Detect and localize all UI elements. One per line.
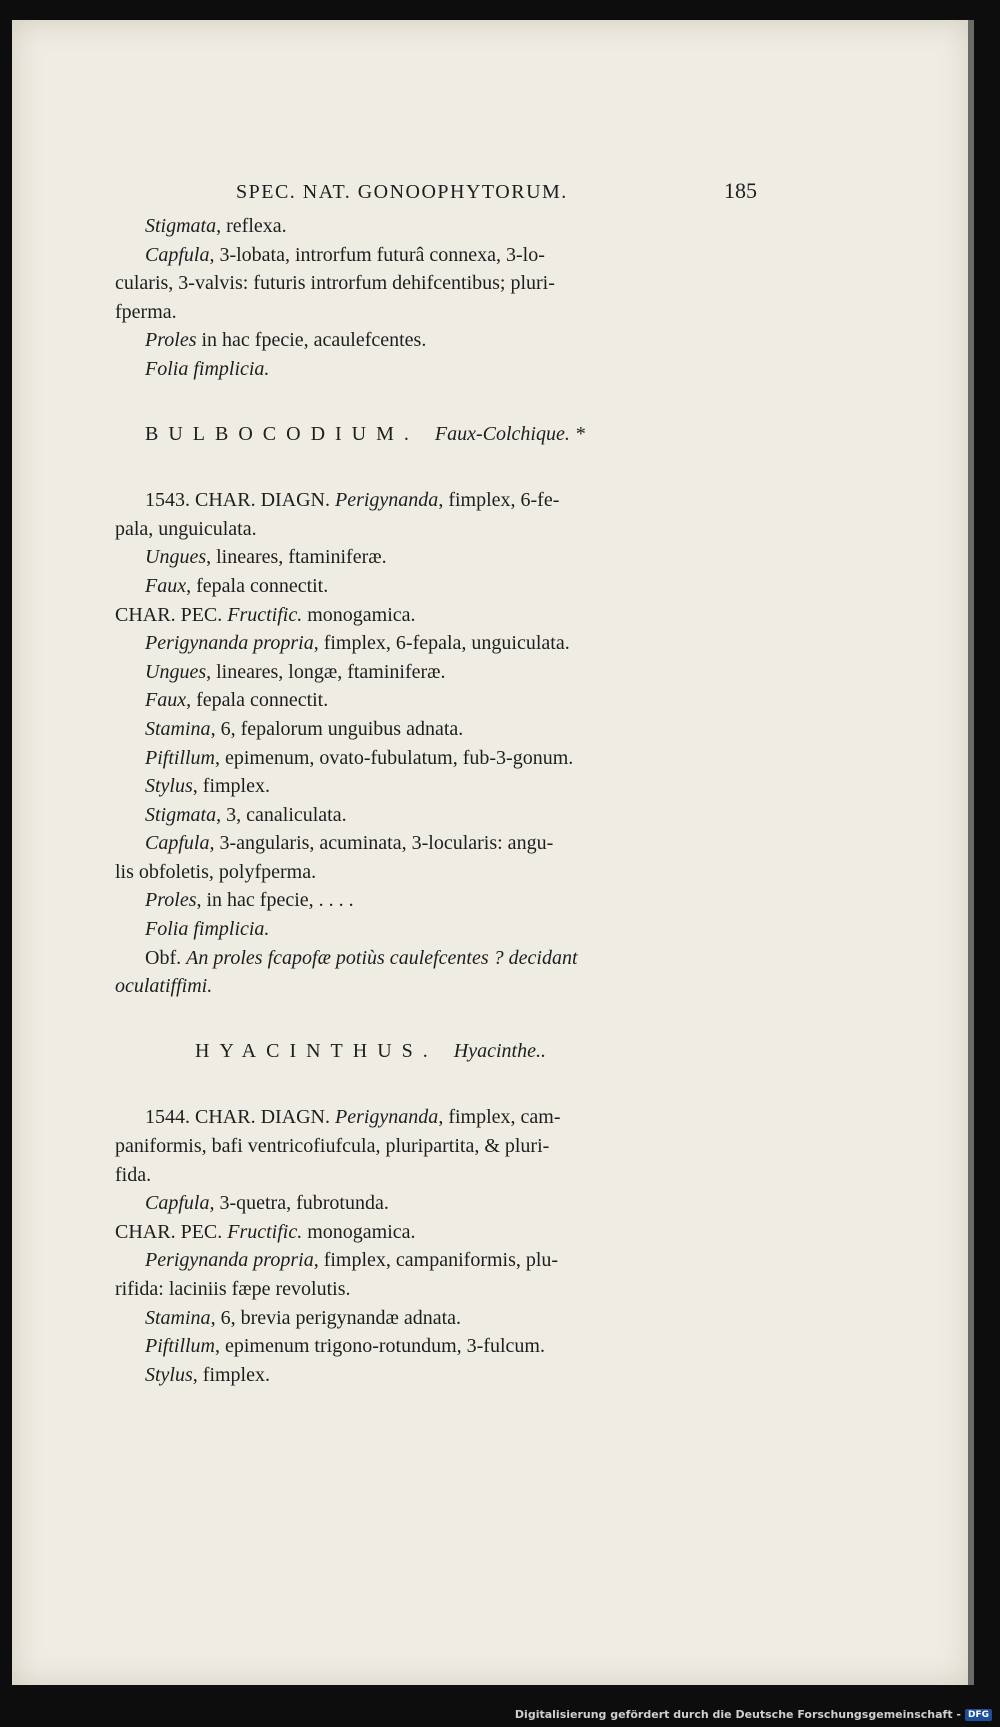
- footer-text: Digitalisierung gefördert durch die Deutsche Forschungsgemeinschaft -: [514, 1708, 961, 1721]
- italic-term: Fructific.: [227, 603, 303, 626]
- text-line: [115, 972, 757, 1001]
- text-line: [115, 298, 757, 327]
- line-text: , epimenum trigono-rotundum, 3-fulcum.: [215, 1335, 545, 1358]
- italic-term: Perigynanda: [335, 1106, 439, 1129]
- text-line: [115, 1361, 757, 1390]
- text-line: [115, 1103, 757, 1132]
- line-text: lis obfoletis, polyfperma.: [115, 860, 317, 883]
- text-line: [115, 241, 757, 270]
- line-text: 1544. CHAR. DIAGN.: [145, 1106, 335, 1129]
- italic-term: Capfula: [145, 832, 210, 855]
- italic-term: Proles: [145, 889, 197, 912]
- text-line: [115, 601, 757, 630]
- line-text: , fimplex, cam-: [438, 1106, 561, 1129]
- line-text: pala, unguiculata.: [115, 517, 257, 540]
- line-text: fperma.: [115, 300, 177, 323]
- running-head: [236, 178, 757, 212]
- line-text: rifida: laciniis fæpe revolutis.: [115, 1278, 351, 1300]
- line-text: in hac fpecie, acaulefcentes.: [196, 329, 427, 352]
- line-text: , fimplex.: [192, 775, 270, 798]
- genus-name: BULBOCODIUM.: [145, 422, 419, 445]
- text-line: [115, 515, 757, 544]
- italic-term: Perigynanda propria: [145, 1249, 314, 1272]
- line-text: , epimenum, ovato-fubulatum, fub-3-gonum.: [215, 746, 574, 769]
- line-text: fida.: [115, 1163, 152, 1186]
- italic-term: Capfula: [145, 243, 210, 266]
- text-line: [115, 801, 757, 830]
- italic-term: oculatiffimi.: [115, 975, 213, 998]
- line-text: , fimplex, campaniformis, plu-: [313, 1249, 559, 1272]
- line-text: CHAR. PEC.: [115, 603, 228, 626]
- italic-term: Stigmata: [145, 803, 217, 826]
- line-text: Obf.: [145, 946, 187, 969]
- italic-term: Perigynanda: [335, 489, 439, 512]
- text-line: [115, 886, 757, 915]
- text-line: [115, 686, 757, 715]
- text-line: [115, 1332, 757, 1361]
- text-line: [115, 629, 757, 658]
- line-text: , fepala connectit.: [186, 574, 329, 597]
- text-line: [115, 829, 757, 858]
- text-line: [115, 572, 757, 601]
- text-line: [115, 1161, 757, 1190]
- italic-term: Stigmata: [145, 215, 217, 237]
- section-3: [115, 1103, 757, 1389]
- line-text: monogamica.: [302, 603, 416, 626]
- text-line: [115, 658, 757, 687]
- text-line: [115, 355, 757, 384]
- line-text: paniformis, bafi ventricofiufcula, pluripartita, & pluri-: [115, 1135, 550, 1158]
- line-text: , 3-angularis, acuminata, 3-locularis: angu-: [209, 832, 554, 855]
- genus-heading-hyacinthus: [115, 1037, 757, 1066]
- page-edge: [968, 20, 974, 1685]
- page-text: [115, 178, 757, 1389]
- text-line: [115, 1132, 757, 1161]
- text-line: [115, 326, 757, 355]
- genus-vernacular: Faux-Colchique. *: [434, 422, 585, 445]
- line-text: monogamica.: [302, 1220, 416, 1243]
- italic-term: Piftillum: [145, 1335, 215, 1358]
- italic-term: Faux: [145, 689, 187, 712]
- italic-term: Ungues: [145, 546, 207, 569]
- italic-term: Stamina: [145, 717, 211, 740]
- genus-vernacular: Hyacinthe..: [453, 1039, 546, 1062]
- text-line: [115, 1246, 757, 1275]
- italic-term: Folia fimplicia.: [145, 357, 270, 380]
- text-line: [115, 269, 757, 298]
- digitization-footer: [515, 1708, 992, 1721]
- text-line: [115, 1189, 757, 1218]
- text-line: [115, 212, 757, 241]
- page-number: 185: [724, 178, 757, 203]
- text-line: [115, 772, 757, 801]
- line-text: , reflexa.: [216, 215, 287, 237]
- line-text: , 3-quetra, fubrotunda.: [209, 1192, 389, 1215]
- text-line: [115, 858, 757, 887]
- line-text: cularis, 3-valvis: futuris introrfum dehifcentibus; pluri-: [115, 272, 555, 295]
- italic-term: Proles: [145, 329, 197, 352]
- italic-term: Stylus: [145, 775, 193, 798]
- text-line: [115, 944, 757, 973]
- text-line: [115, 915, 757, 944]
- line-text: , 3, canaliculata.: [216, 803, 347, 826]
- line-text: , lineares, longæ, ftaminiferæ.: [206, 660, 446, 683]
- line-text: , 6, brevia perigynandæ adnata.: [210, 1306, 462, 1329]
- italic-term: An proles fcapofæ potiùs caulefcentes ? decidant: [186, 946, 578, 969]
- text-line: [115, 1275, 757, 1304]
- italic-term: Stamina: [145, 1306, 211, 1329]
- italic-term: Folia fimplicia.: [145, 918, 270, 941]
- italic-term: Faux: [145, 574, 187, 597]
- italic-term: Stylus: [145, 1363, 193, 1386]
- line-text: , fepala connectit.: [186, 689, 329, 712]
- text-line: [115, 1304, 757, 1333]
- line-text: , fimplex, 6-fepala, unguiculata.: [313, 632, 570, 655]
- genus-name: HYACINTHUS.: [195, 1039, 438, 1062]
- line-text: , in hac fpecie, . . . .: [196, 889, 354, 912]
- line-text: , lineares, ftaminiferæ.: [206, 546, 387, 569]
- line-text: , 6, fepalorum unguibus adnata.: [210, 717, 464, 740]
- text-line: [115, 715, 757, 744]
- line-text: CHAR. PEC.: [115, 1220, 228, 1243]
- dfg-logo: DFG: [965, 1709, 992, 1721]
- italic-term: Perigynanda propria: [145, 632, 314, 655]
- line-text: , 3-lobata, introrfum futurâ connexa, 3-lo-: [209, 243, 545, 266]
- line-text: , fimplex, 6-fe-: [438, 489, 560, 512]
- running-title: SPEC. NAT. GONOOPHYTORUM.: [236, 181, 568, 203]
- section-1: [115, 212, 757, 384]
- text-line: [115, 744, 757, 773]
- text-line: [115, 486, 757, 515]
- italic-term: Fructific.: [227, 1220, 303, 1243]
- italic-term: Capfula: [145, 1192, 210, 1215]
- genus-heading-bulbocodium: [115, 420, 757, 449]
- text-line: [115, 1218, 757, 1247]
- italic-term: Piftillum: [145, 746, 215, 769]
- section-2: [115, 486, 757, 1001]
- line-text: 1543. CHAR. DIAGN.: [145, 489, 335, 512]
- italic-term: Ungues: [145, 660, 207, 683]
- line-text: , fimplex.: [192, 1363, 270, 1386]
- text-line: [115, 543, 757, 572]
